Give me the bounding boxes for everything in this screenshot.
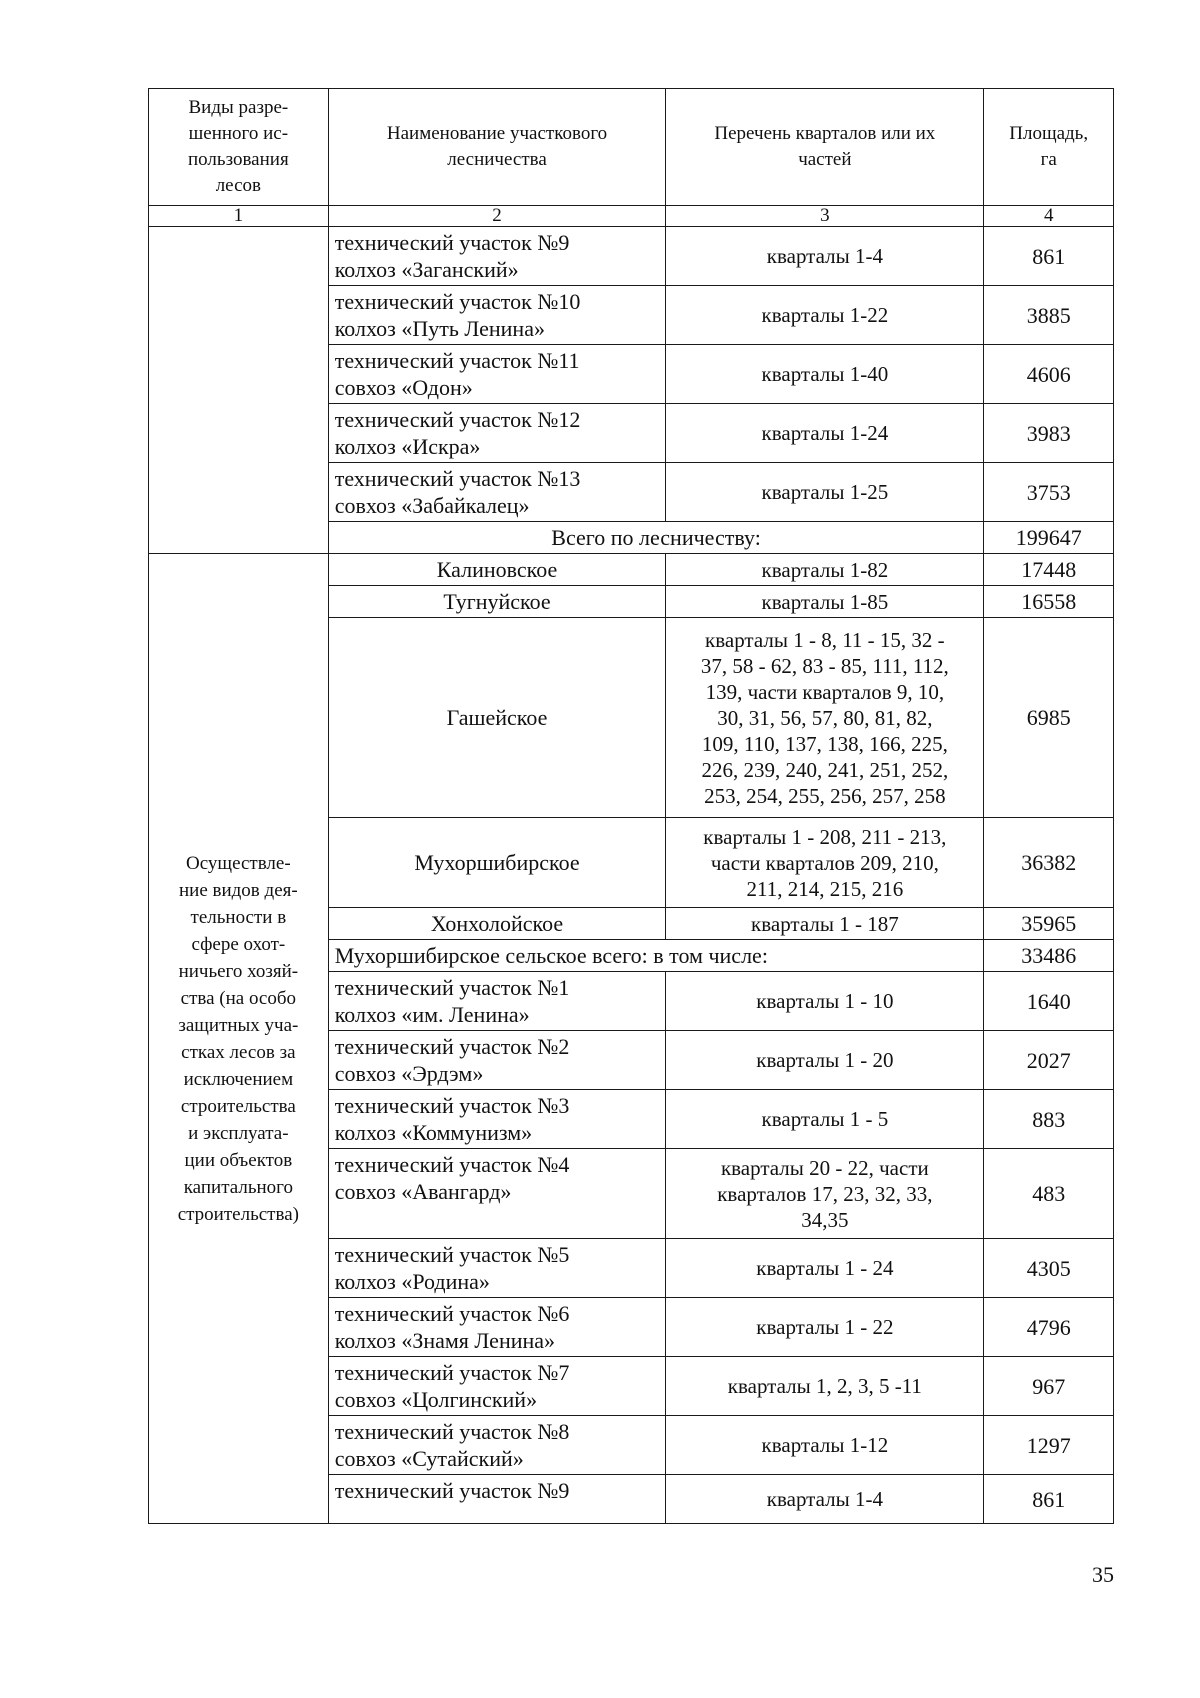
header-cell-quarters: Перечень кварталов или их частей xyxy=(666,89,984,206)
area-cell: 2027 xyxy=(984,1031,1114,1090)
quarters-cell: кварталы 1 - 208, 211 - 213, части кварталов 209, 210, 211, 214, 215, 216 xyxy=(666,818,984,908)
quarters-cell: кварталы 1-24 xyxy=(666,404,984,463)
subtotal-area: 33486 xyxy=(984,940,1114,972)
area-cell: 17448 xyxy=(984,554,1114,586)
area-cell: 6985 xyxy=(984,618,1114,818)
area-cell: 4796 xyxy=(984,1298,1114,1357)
forestry-name-cell: технический участок №6 колхоз «Знамя Ленина» xyxy=(328,1298,666,1357)
forestry-name-cell: технический участок №1 колхоз «им. Ленина» xyxy=(328,972,666,1031)
area-cell: 3885 xyxy=(984,286,1114,345)
column-number-row xyxy=(149,206,1114,227)
quarters-cell: кварталы 1-40 xyxy=(666,345,984,404)
quarters-cell: кварталы 1-82 xyxy=(666,554,984,586)
table-row xyxy=(149,227,1114,286)
forest-use-table xyxy=(148,88,1114,1524)
forestry-name-cell: технический участок №12 колхоз «Искра» xyxy=(328,404,666,463)
area-cell: 967 xyxy=(984,1357,1114,1416)
quarters-cell: кварталы 1-85 xyxy=(666,586,984,618)
quarters-cell: кварталы 1-4 xyxy=(666,227,984,286)
column-number: 3 xyxy=(666,206,984,227)
area-cell: 1640 xyxy=(984,972,1114,1031)
column-number: 2 xyxy=(328,206,666,227)
area-cell: 1297 xyxy=(984,1416,1114,1475)
forestry-name-cell: технический участок №9 xyxy=(328,1475,666,1524)
area-cell: 483 xyxy=(984,1149,1114,1239)
forestry-name-cell: Калиновское xyxy=(328,554,666,586)
forestry-name-cell: технический участок №11 совхоз «Одон» xyxy=(328,345,666,404)
area-cell: 861 xyxy=(984,227,1114,286)
forestry-name-cell: Хонхолойское xyxy=(328,908,666,940)
forestry-name-cell: технический участок №10 колхоз «Путь Ленина» xyxy=(328,286,666,345)
header-cell-forestry-name: Наименование участкового лесничества xyxy=(328,89,666,206)
quarters-cell: кварталы 1 - 20 xyxy=(666,1031,984,1090)
forestry-name-cell: технический участок №3 колхоз «Коммунизм» xyxy=(328,1090,666,1149)
area-cell: 35965 xyxy=(984,908,1114,940)
forestry-name-cell: Гашейское xyxy=(328,618,666,818)
total-area: 199647 xyxy=(984,522,1114,554)
forestry-name-cell: Мухоршибирское xyxy=(328,818,666,908)
forestry-name-cell: технический участок №5 колхоз «Родина» xyxy=(328,1239,666,1298)
quarters-cell: кварталы 1 - 24 xyxy=(666,1239,984,1298)
page-number: 35 xyxy=(1092,1562,1114,1587)
area-cell: 4305 xyxy=(984,1239,1114,1298)
area-cell: 36382 xyxy=(984,818,1114,908)
total-label: Всего по лесничеству: xyxy=(328,522,984,554)
header-row xyxy=(149,89,1114,206)
column-number: 4 xyxy=(984,206,1114,227)
quarters-cell: кварталы 1-12 xyxy=(666,1416,984,1475)
quarters-cell: кварталы 1 - 10 xyxy=(666,972,984,1031)
quarters-cell: кварталы 1 - 8, 11 - 15, 32 - 37, 58 - 62, 83 - 85, 111, 112, 139, части кварталов 9, 10, 30, 31, 56, 57, 80, 81, 82, 109, 110, 137, 138, 166, 225, 226, 239, 240, 241, 251, 252, 253, 254, 255, 256, 257, 258 xyxy=(666,618,984,818)
area-cell: 3753 xyxy=(984,463,1114,522)
quarters-cell: кварталы 1 - 5 xyxy=(666,1090,984,1149)
subtotal-label: Мухоршибирское сельское всего: в том числе: xyxy=(328,940,984,972)
table-row xyxy=(149,554,1114,586)
quarters-cell: кварталы 20 - 22, части кварталов 17, 23, 32, 33, 34,35 xyxy=(666,1149,984,1239)
forestry-name-cell: технический участок №9 колхоз «Заганский» xyxy=(328,227,666,286)
area-cell: 16558 xyxy=(984,586,1114,618)
use-type-cell-empty xyxy=(149,227,329,554)
quarters-cell: кварталы 1-4 xyxy=(666,1475,984,1524)
header-cell-use-type: Виды разре- шенного ис- пользования лесов xyxy=(149,89,329,206)
forestry-name-cell: технический участок №13 совхоз «Забайкалец» xyxy=(328,463,666,522)
area-cell: 3983 xyxy=(984,404,1114,463)
forestry-name-cell: технический участок №2 совхоз «Эрдэм» xyxy=(328,1031,666,1090)
quarters-cell: кварталы 1-25 xyxy=(666,463,984,522)
forestry-name-cell: Тугнуйское xyxy=(328,586,666,618)
header-cell-area: Площадь, га xyxy=(984,89,1114,206)
quarters-cell: кварталы 1-22 xyxy=(666,286,984,345)
quarters-cell: кварталы 1, 2, 3, 5 -11 xyxy=(666,1357,984,1416)
forestry-name-cell: технический участок №8 совхоз «Сутайский» xyxy=(328,1416,666,1475)
quarters-cell: кварталы 1 - 187 xyxy=(666,908,984,940)
area-cell: 883 xyxy=(984,1090,1114,1149)
area-cell: 4606 xyxy=(984,345,1114,404)
area-cell: 861 xyxy=(984,1475,1114,1524)
quarters-cell: кварталы 1 - 22 xyxy=(666,1298,984,1357)
forestry-name-cell: технический участок №7 совхоз «Цолгинский» xyxy=(328,1357,666,1416)
column-number: 1 xyxy=(149,206,329,227)
use-type-cell: Осуществле- ние видов дея- тельности в сфере охот- ничьего хозяй- ства (на особо защитных уча- стках лесов за исключением строительства и эксплуата- ции объектов капитального строительства) xyxy=(149,554,329,1524)
forestry-name-cell: технический участок №4 совхоз «Авангард» xyxy=(328,1149,666,1239)
